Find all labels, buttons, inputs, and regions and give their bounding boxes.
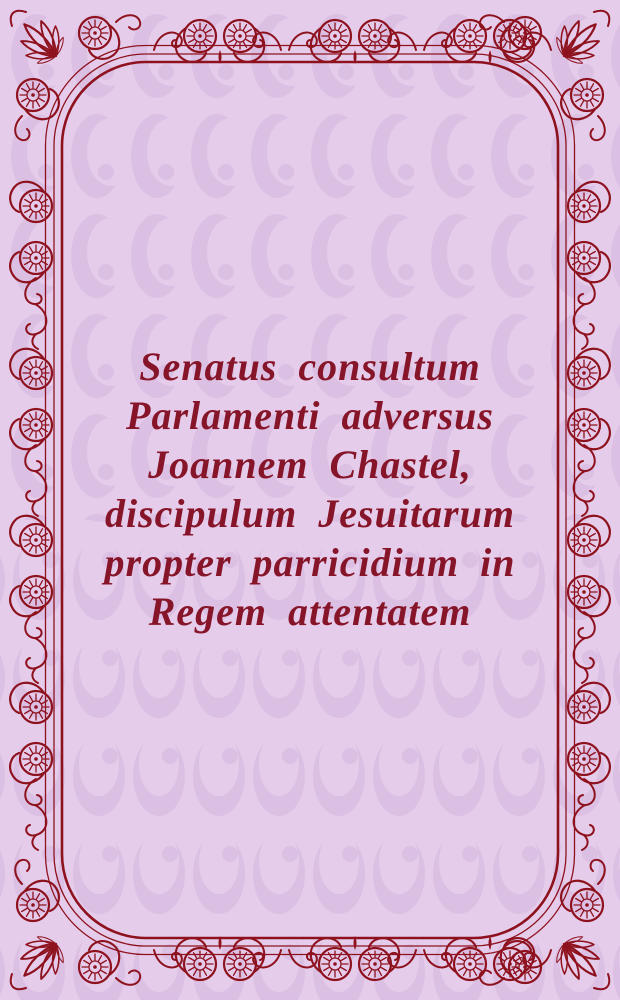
title-line-1: Senatus consultum [139, 344, 481, 389]
title-line-2: Parlamenti adversus [126, 393, 494, 438]
title-line-5: propter parricidium in [104, 540, 516, 585]
title-line-6: Regem attentatem [148, 589, 472, 634]
title-line-3: Joannem Chastel, [148, 442, 472, 487]
title-line-4: discipulum Jesuitarum [105, 491, 515, 536]
book-title [63, 342, 557, 636]
